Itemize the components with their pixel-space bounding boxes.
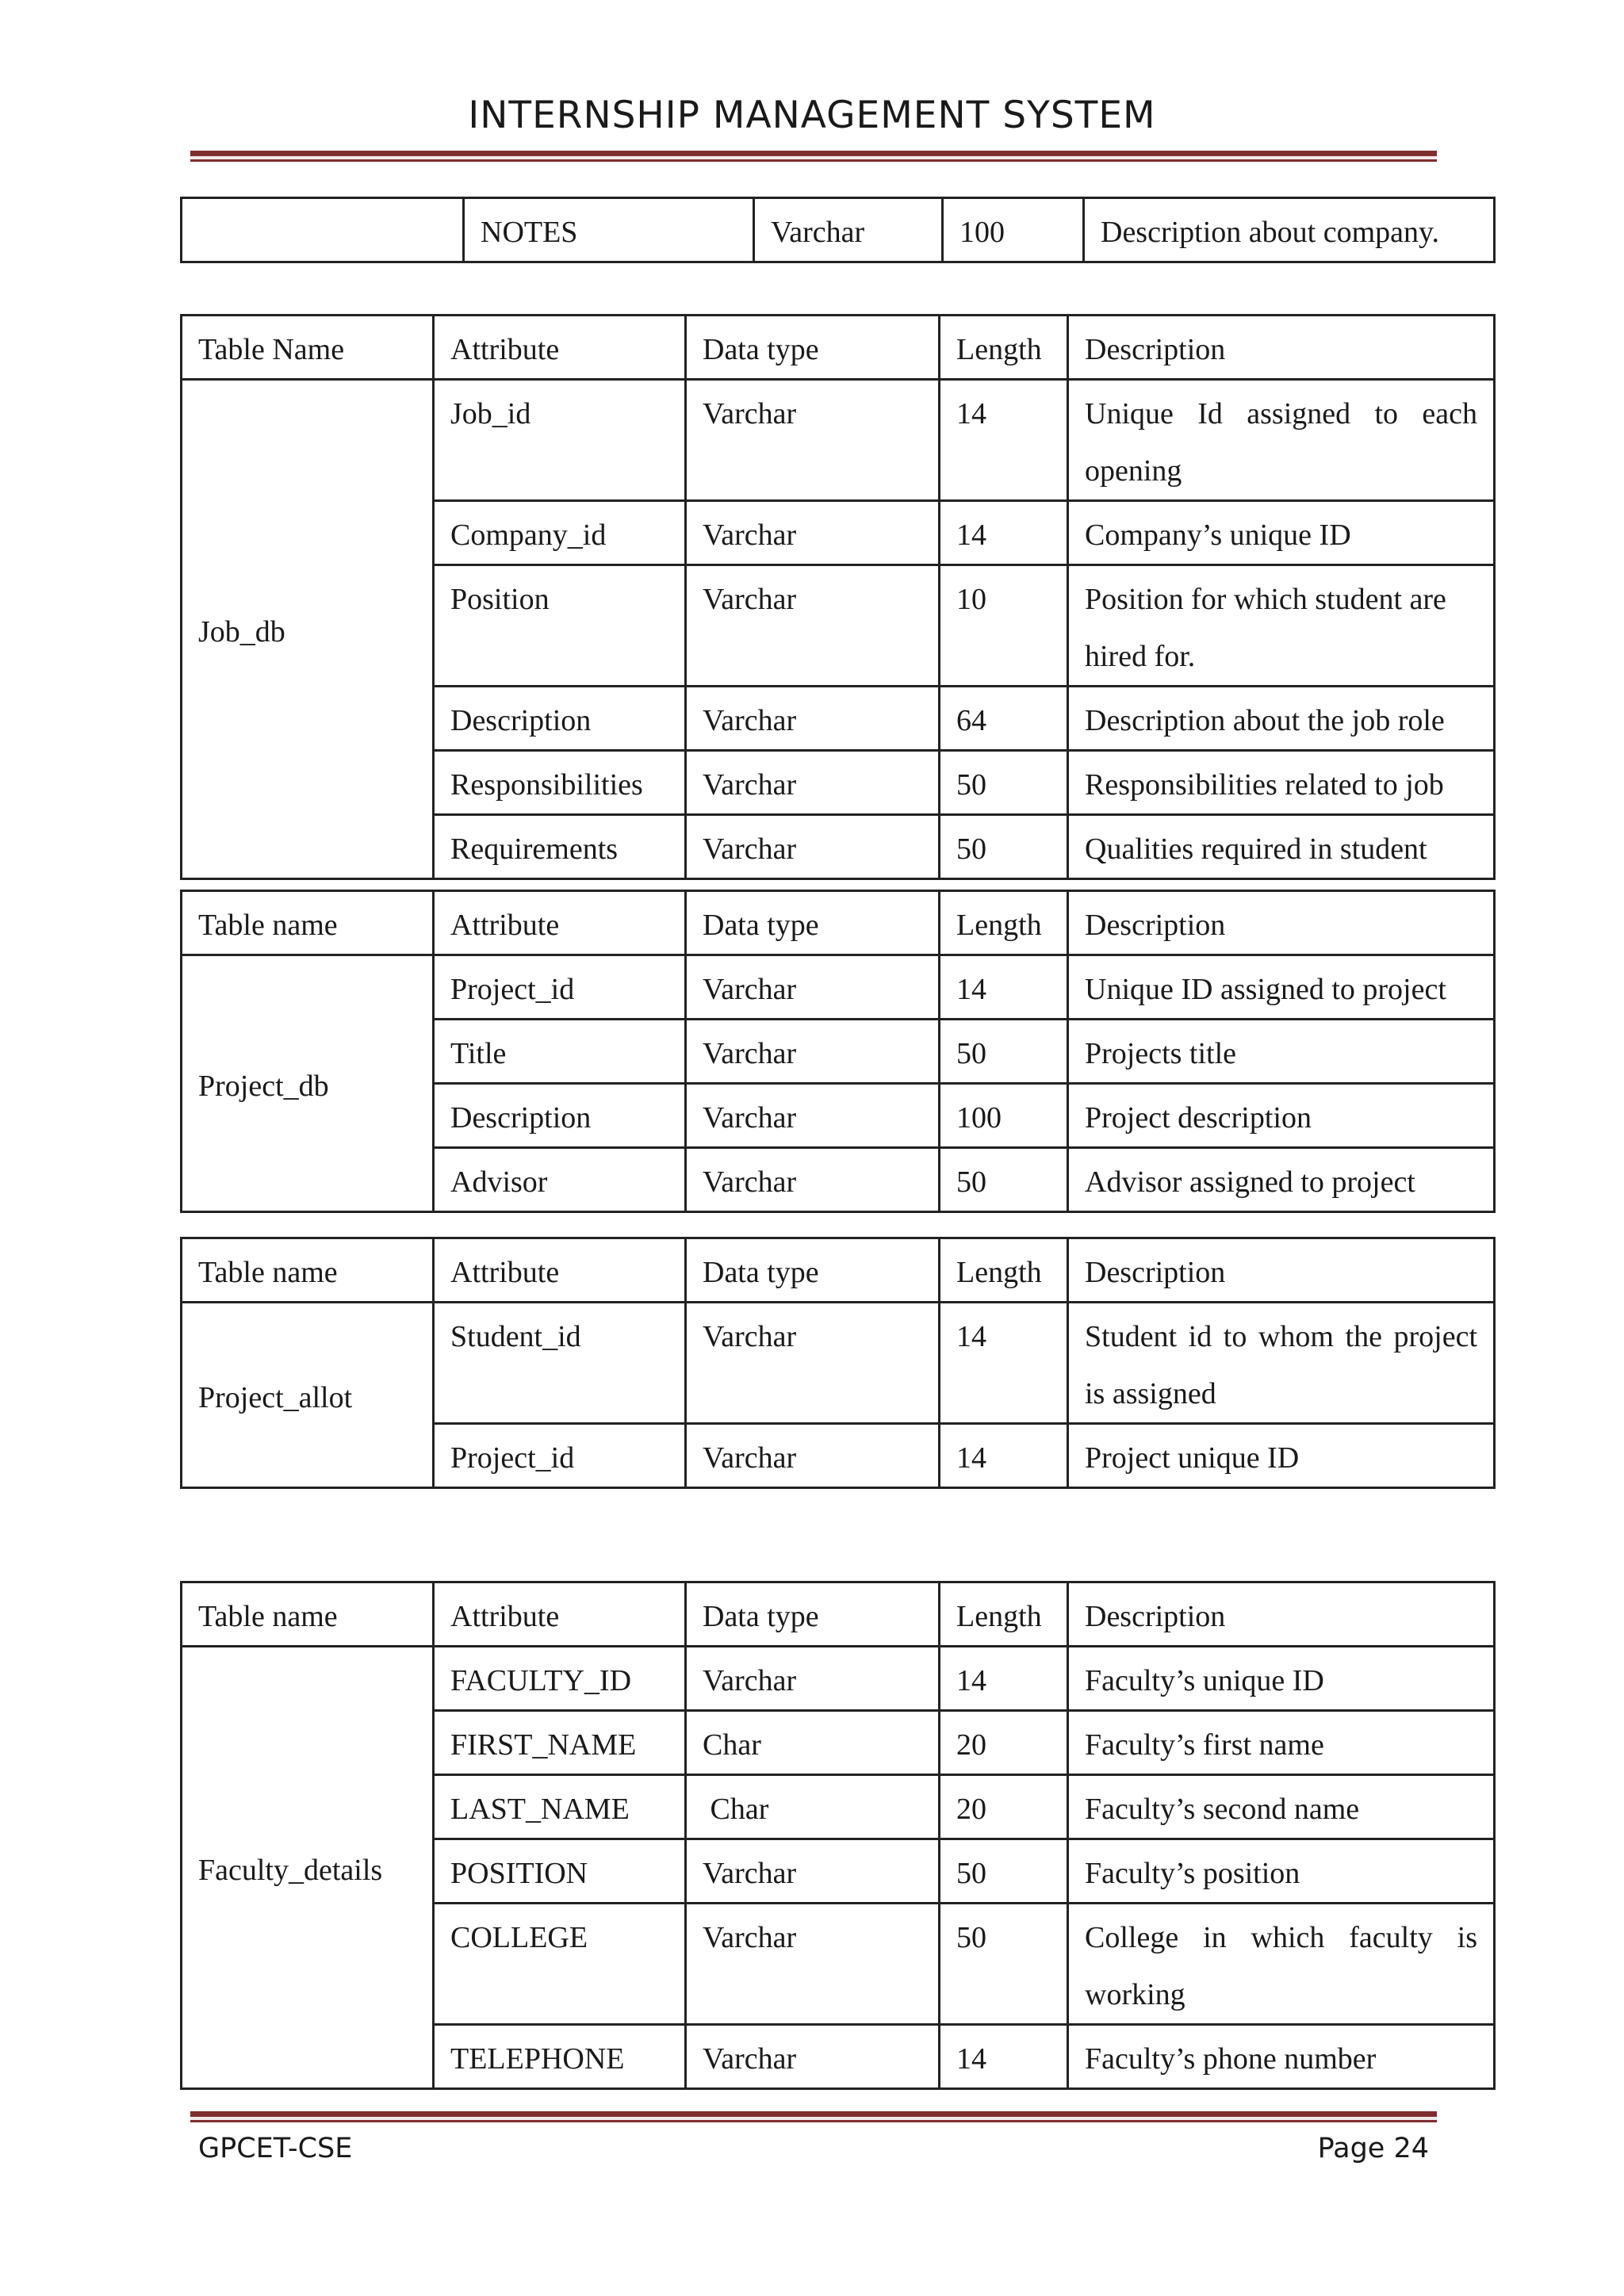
attribute-cell: Company_id: [434, 501, 686, 565]
attribute-cell: Description: [434, 1084, 686, 1148]
length-cell: 100: [943, 198, 1084, 262]
description-cell: Description about the job role: [1068, 687, 1495, 751]
project-allot-table: [180, 1237, 1496, 1489]
length-cell: 50: [940, 1839, 1068, 1904]
description-cell: Projects title: [1068, 1020, 1495, 1084]
attribute-cell: Project_id: [434, 1424, 686, 1488]
description-cell: Qualities required in student: [1068, 815, 1495, 879]
table-name-cell: Project_db: [182, 955, 434, 1212]
header-cell: Data type: [686, 1238, 940, 1303]
attribute-cell: Description: [434, 687, 686, 751]
data-type-cell: Varchar: [686, 687, 940, 751]
description-cell: Position for which student are hired for.: [1068, 565, 1495, 687]
attribute-cell: NOTES: [464, 198, 754, 262]
page-number: Page 24: [1317, 2133, 1429, 2164]
length-cell: 50: [940, 751, 1068, 815]
data-type-cell: Varchar: [686, 1148, 940, 1212]
header-cell: Length: [940, 1582, 1068, 1647]
length-cell: 14: [940, 1424, 1068, 1488]
table-name-cell: Job_db: [182, 380, 434, 879]
header-cell: Data type: [686, 316, 940, 380]
data-type-cell: Varchar: [686, 380, 940, 501]
header-cell: Description: [1068, 316, 1495, 380]
data-type-cell: Varchar: [754, 198, 943, 262]
length-cell: 50: [940, 815, 1068, 879]
job-db-table: [180, 314, 1496, 880]
length-cell: 14: [940, 1303, 1068, 1424]
length-cell: 64: [940, 687, 1068, 751]
footer-rule: [190, 2111, 1437, 2122]
description-cell: Faculty’s second name: [1068, 1775, 1495, 1839]
description-cell: College in which faculty is working: [1068, 1904, 1495, 2025]
header-cell: Data type: [686, 1582, 940, 1647]
table-row: [182, 380, 1495, 501]
data-type-cell: Varchar: [686, 1839, 940, 1904]
description-cell: Faculty’s first name: [1068, 1711, 1495, 1775]
data-type-cell: Varchar: [686, 1904, 940, 2025]
faculty-details-table: [180, 1581, 1496, 2090]
table-header-row: [182, 891, 1495, 955]
description-cell: Advisor assigned to project: [1068, 1148, 1495, 1212]
data-type-cell: Char: [686, 1775, 940, 1839]
data-type-cell: Varchar: [686, 501, 940, 565]
table-row: [182, 955, 1495, 1020]
table-name-cell: Project_allot: [182, 1303, 434, 1488]
data-type-cell: Varchar: [686, 1647, 940, 1711]
data-type-cell: Varchar: [686, 1303, 940, 1424]
header-cell: Length: [940, 316, 1068, 380]
data-type-cell: Varchar: [686, 1424, 940, 1488]
length-cell: 14: [940, 380, 1068, 501]
attribute-cell: Requirements: [434, 815, 686, 879]
description-cell: Faculty’s position: [1068, 1839, 1495, 1904]
header-cell: Table Name: [182, 316, 434, 380]
attribute-cell: FIRST_NAME: [434, 1711, 686, 1775]
header-cell: Data type: [686, 891, 940, 955]
attribute-cell: COLLEGE: [434, 1904, 686, 2025]
header-cell: Description: [1068, 1238, 1495, 1303]
attribute-cell: FACULTY_ID: [434, 1647, 686, 1711]
length-cell: 14: [940, 1647, 1068, 1711]
description-cell: Responsibilities related to job: [1068, 751, 1495, 815]
length-cell: 50: [940, 1904, 1068, 2025]
length-cell: 50: [940, 1148, 1068, 1212]
description-cell: Unique Id assigned to each opening: [1068, 380, 1495, 501]
header-cell: Table name: [182, 1582, 434, 1647]
attribute-cell: Position: [434, 565, 686, 687]
description-cell: Description about company.: [1084, 198, 1495, 262]
length-cell: 100: [940, 1084, 1068, 1148]
header-cell: Length: [940, 1238, 1068, 1303]
attribute-cell: Job_id: [434, 380, 686, 501]
table-header-row: [182, 1582, 1495, 1647]
description-cell: Project unique ID: [1068, 1424, 1495, 1488]
table-row: [182, 1647, 1495, 1711]
length-cell: 14: [940, 2025, 1068, 2089]
data-type-cell: Varchar: [686, 2025, 940, 2089]
length-cell: 14: [940, 501, 1068, 565]
attribute-cell: Responsibilities: [434, 751, 686, 815]
description-cell: Faculty’s phone number: [1068, 2025, 1495, 2089]
data-type-cell: Varchar: [686, 955, 940, 1020]
header-cell: Table name: [182, 891, 434, 955]
attribute-cell: Title: [434, 1020, 686, 1084]
project-db-table: [180, 890, 1496, 1213]
attribute-cell: TELEPHONE: [434, 2025, 686, 2089]
attribute-cell: Advisor: [434, 1148, 686, 1212]
header-cell: Attribute: [434, 1238, 686, 1303]
table-name-cell: [182, 198, 464, 262]
length-cell: 10: [940, 565, 1068, 687]
length-cell: 20: [940, 1775, 1068, 1839]
header-rule: [190, 151, 1437, 162]
attribute-cell: LAST_NAME: [434, 1775, 686, 1839]
data-type-cell: Char: [686, 1711, 940, 1775]
table-header-row: [182, 1238, 1495, 1303]
attribute-cell: Project_id: [434, 955, 686, 1020]
data-type-cell: Varchar: [686, 1020, 940, 1084]
data-type-cell: Varchar: [686, 565, 940, 687]
data-type-cell: Varchar: [686, 751, 940, 815]
length-cell: 20: [940, 1711, 1068, 1775]
description-cell: Faculty’s unique ID: [1068, 1647, 1495, 1711]
description-cell: Unique ID assigned to project: [1068, 955, 1495, 1020]
header-cell: Length: [940, 891, 1068, 955]
page-header-title: INTERNSHIP MANAGEMENT SYSTEM: [468, 94, 1156, 137]
description-cell: Project description: [1068, 1084, 1495, 1148]
data-type-cell: Varchar: [686, 1084, 940, 1148]
table-row: [182, 1303, 1495, 1424]
header-cell: Description: [1068, 1582, 1495, 1647]
footer-department: GPCET-CSE: [198, 2133, 353, 2164]
header-cell: Attribute: [434, 1582, 686, 1647]
company-table-continuation: [180, 197, 1496, 263]
table-row: [182, 198, 1495, 262]
length-cell: 50: [940, 1020, 1068, 1084]
description-cell: Company’s unique ID: [1068, 501, 1495, 565]
length-cell: 14: [940, 955, 1068, 1020]
header-cell: Description: [1068, 891, 1495, 955]
header-cell: Attribute: [434, 891, 686, 955]
description-cell: Student id to whom the project is assigned: [1068, 1303, 1495, 1424]
attribute-cell: POSITION: [434, 1839, 686, 1904]
header-cell: Attribute: [434, 316, 686, 380]
table-header-row: [182, 316, 1495, 380]
header-cell: Table name: [182, 1238, 434, 1303]
attribute-cell: Student_id: [434, 1303, 686, 1424]
data-type-cell: Varchar: [686, 815, 940, 879]
table-name-cell: Faculty_details: [182, 1647, 434, 2089]
